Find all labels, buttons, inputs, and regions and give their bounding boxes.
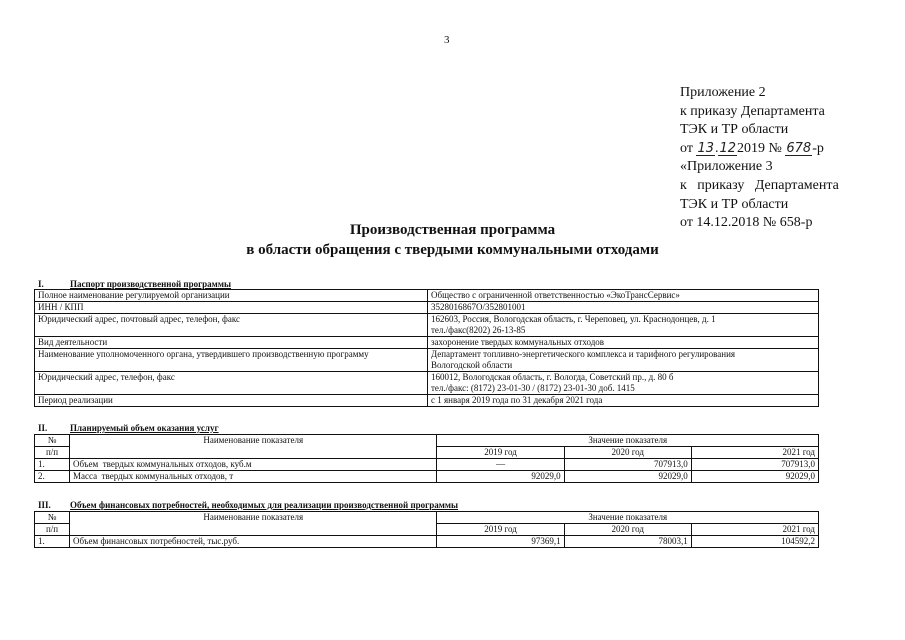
table-cell-label: ИНН / КПП (35, 302, 428, 314)
table-cell-value (428, 349, 819, 372)
row-value: 92029,0 (564, 471, 691, 483)
table-header-row (35, 512, 819, 524)
section-heading-volume (34, 423, 219, 433)
document-subtitle: в области обращения с твердыми коммунальными отходами (246, 242, 659, 258)
table-cell-value: Общество с ограниченной ответственностью «ЭкоТрансСервис» (428, 290, 819, 302)
appendix-line: ТЭК и ТР области (680, 122, 789, 138)
column-header-year: 2019 год (437, 447, 564, 459)
column-header-name: Наименование показателя (70, 435, 437, 459)
column-header-no: п/п (35, 524, 70, 536)
row-value: 78003,1 (564, 536, 691, 548)
column-header-year: 2021 год (691, 524, 818, 536)
section-number: III. (38, 500, 51, 510)
handwritten-month: 12 (719, 140, 737, 156)
value-line: 162603, Россия, Вологодская область, г. Череповец, ул. Краснодонцев, д. 1 (431, 314, 716, 324)
appendix-date-prefix: от (680, 140, 693, 156)
value-line: Департамент топливно-энергетического комплекса и тарифного регулирования (431, 349, 736, 359)
row-value: 92029,0 (691, 471, 818, 483)
section-title: Паспорт производственной программы (70, 279, 231, 289)
section-title: Объем финансовых потребностей, необходимых для реализации производственной программы (70, 500, 459, 510)
column-header-year: 2021 год (691, 447, 818, 459)
row-value: 707913,0 (691, 459, 818, 471)
section-number: I. (38, 279, 44, 289)
row-value: 707913,0 (564, 459, 691, 471)
table-header-row (35, 435, 819, 447)
column-header-value: Значение показателя (437, 435, 819, 447)
row-number: 1. (35, 536, 70, 548)
table-cell-value: с 1 января 2019 года по 31 декабря 2021 года (428, 395, 819, 407)
row-value: 97369,1 (437, 536, 564, 548)
table-cell-label: Юридический адрес, почтовый адрес, телефон, факс (35, 314, 428, 337)
section-heading-passport (34, 279, 231, 289)
table-row (35, 536, 819, 548)
column-header-year: 2020 год (564, 447, 691, 459)
column-header-no: п/п (35, 447, 70, 459)
appendix-line: от 14.12.2018 № 658-р (680, 215, 813, 231)
appendix-date-line: от 13.122019 № 678-р (680, 140, 824, 156)
finance-table (34, 511, 819, 548)
column-header-name: Наименование показателя (70, 512, 437, 536)
document-title: Производственная программа (349, 222, 556, 238)
appendix-date-suffix: -р (812, 140, 824, 156)
table-row (35, 302, 819, 314)
volume-table (34, 434, 819, 483)
row-value: — (437, 459, 564, 471)
appendix-line: «Приложение 3 (680, 159, 773, 175)
appendix-line: ТЭК и ТР области (680, 196, 789, 212)
section-title: Планируемый объем оказания услуг (70, 423, 219, 433)
row-name: Масса твердых коммунальных отходов, т (70, 471, 437, 483)
row-number: 2. (35, 471, 70, 483)
row-name: Объем твердых коммунальных отходов, куб.м (70, 459, 437, 471)
appendix-line: к приказу Департамента (680, 177, 839, 193)
table-cell-value: 3528016867О/352801001 (428, 302, 819, 314)
row-number: 1. (35, 459, 70, 471)
page-number: 3 (444, 34, 450, 46)
table-row (35, 459, 819, 471)
appendix-block (680, 84, 880, 233)
column-header-no: № (35, 512, 70, 524)
table-cell-label: Юридический адрес, телефон, факс (35, 372, 428, 395)
appendix-year: 2019 № (737, 140, 782, 156)
table-row (35, 314, 819, 337)
row-name: Объем финансовых потребностей, тыс.руб. (70, 536, 437, 548)
table-row (35, 290, 819, 302)
section-heading-finance (34, 500, 458, 510)
table-cell-value: захоронение твердых коммунальных отходов (428, 337, 819, 349)
table-cell-label: Вид деятельности (35, 337, 428, 349)
handwritten-day: 13 (697, 140, 714, 156)
table-row (35, 337, 819, 349)
column-header-year: 2020 год (564, 524, 691, 536)
passport-table (34, 289, 819, 407)
table-cell-label: Период реализации (35, 395, 428, 407)
table-cell-value (428, 372, 819, 395)
table-cell-label: Полное наименование регулируемой организации (35, 290, 428, 302)
row-value: 92029,0 (437, 471, 564, 483)
handwritten-order-number: 678 (786, 140, 812, 156)
table-row (35, 395, 819, 407)
section-number: II. (38, 423, 48, 433)
value-line: тел./факс: (8172) 23-01-30 / (8172) 23-01-30 доб. 1415 (431, 383, 635, 393)
table-row (35, 471, 819, 483)
appendix-line: к приказу Департамента (680, 103, 825, 119)
value-line: тел./факс(8202) 26-13-85 (431, 325, 526, 335)
value-line: 160012, Вологодская область, г. Вологда, Советский пр., д. 80 б (431, 372, 674, 382)
table-cell-value (428, 314, 819, 337)
column-header-no: № (35, 435, 70, 447)
column-header-value: Значение показателя (437, 512, 819, 524)
column-header-year: 2019 год (437, 524, 564, 536)
table-row (35, 372, 819, 395)
row-value: 104592,2 (691, 536, 818, 548)
table-row (35, 349, 819, 372)
table-cell-label: Наименование уполномоченного органа, утвердившего производственную программу (35, 349, 428, 372)
value-line: Вологодской области (431, 360, 513, 370)
appendix-line: Приложение 2 (680, 85, 766, 100)
